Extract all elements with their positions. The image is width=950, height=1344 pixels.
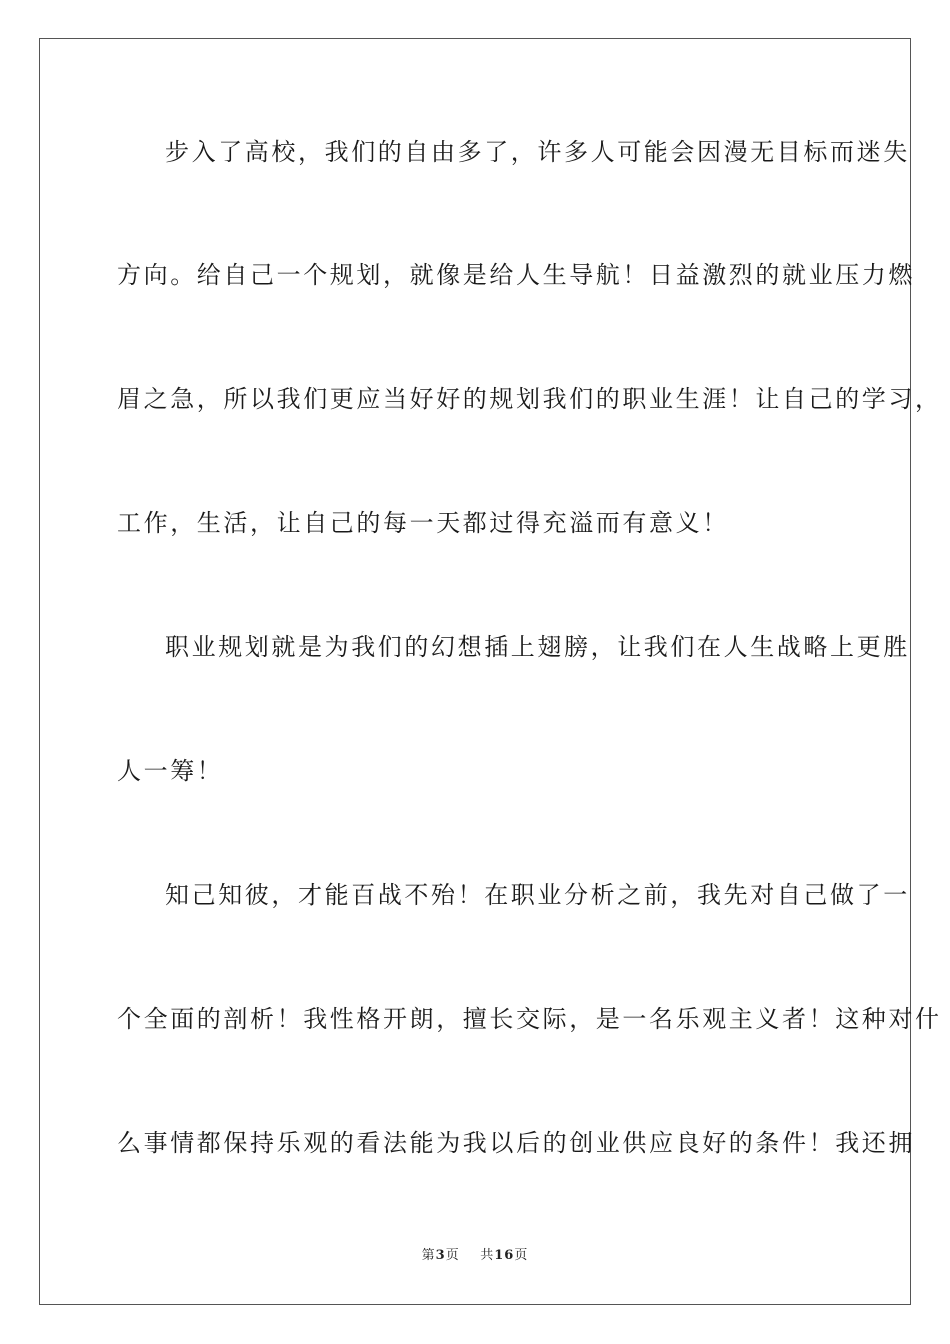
- footer-total-suffix: 页: [514, 1248, 529, 1263]
- paragraph-2-line-1: 职业规划就是为我们的幻想插上翅膀，让我们在人生战略上更胜: [165, 633, 910, 661]
- paragraph-1-line-3: 眉之急，所以我们更应当好好的规划我们的职业生涯！让自己的学习，: [117, 385, 942, 413]
- paragraph-1-line-4: 工作，生活，让自己的每一天都过得充溢而有意义！: [117, 509, 729, 537]
- paragraph-2-line-2: 人一筹！: [117, 757, 224, 785]
- footer-page-prefix: 第: [421, 1248, 436, 1263]
- page-footer: [0, 1247, 950, 1265]
- paragraph-3-line-1: 知己知彼，才能百战不殆！在职业分析之前，我先对自己做了一: [165, 881, 910, 909]
- paragraph-3-line-2: 个全面的剖析！我性格开朗，擅长交际，是一名乐观主义者！这种对什: [117, 1005, 942, 1033]
- paragraph-1-line-2: 方向。给自己一个规划，就像是给人生导航！日益激烈的就业压力燃: [117, 261, 915, 289]
- footer-total-pages: 16: [494, 1248, 515, 1263]
- footer-page-number: 3: [435, 1248, 446, 1263]
- paragraph-1-line-1: 步入了高校，我们的自由多了，许多人可能会因漫无目标而迷失: [165, 138, 910, 166]
- page-border: [39, 38, 942, 1305]
- paragraph-3-line-3: 么事情都保持乐观的看法能为我以后的创业供应良好的条件！我还拥: [117, 1129, 915, 1157]
- footer-total-prefix: 共: [480, 1248, 495, 1263]
- footer-page-suffix: 页: [445, 1248, 460, 1263]
